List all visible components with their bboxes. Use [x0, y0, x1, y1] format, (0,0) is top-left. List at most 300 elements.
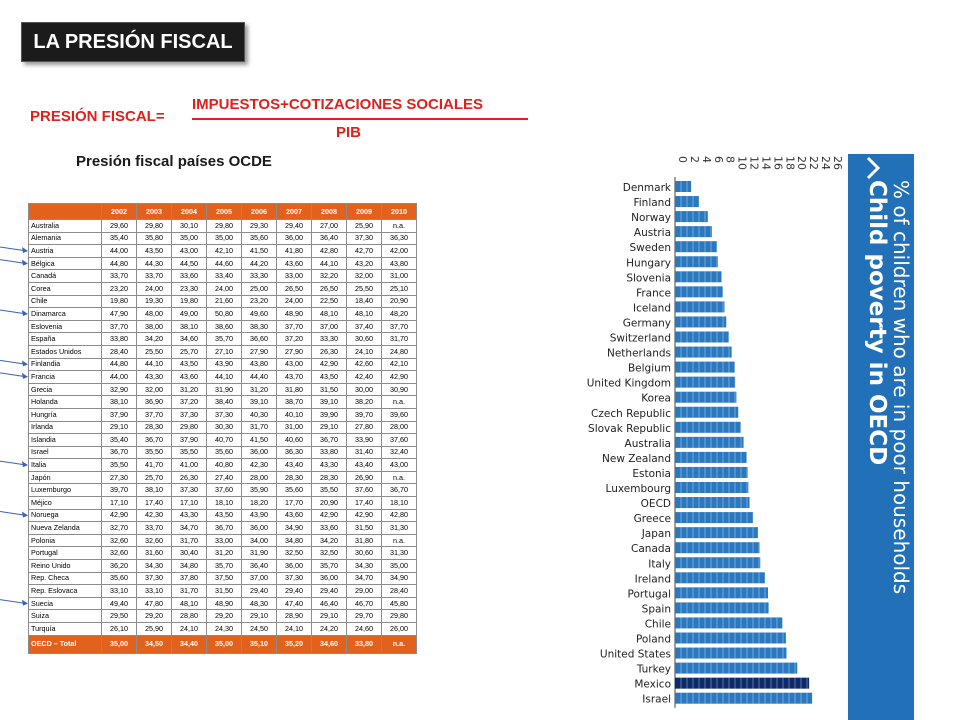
value-cell: 36,70	[137, 434, 172, 447]
value-cell: 35,60	[207, 446, 242, 459]
table-row	[29, 282, 417, 295]
value-cell: 34,90	[277, 522, 312, 535]
value-cell: 33,00	[277, 270, 312, 283]
value-cell: 19,30	[137, 295, 172, 308]
value-cell: 42,40	[347, 371, 382, 384]
year-header: 2006	[242, 204, 277, 220]
value-cell: 37,70	[102, 320, 137, 333]
value-cell: 32,60	[102, 547, 137, 560]
value-cell: 18,10	[382, 497, 417, 510]
value-cell: 34,00	[242, 534, 277, 547]
value-cell: n.a.	[382, 635, 417, 653]
chart-title: Child poverty in OECD	[864, 180, 890, 466]
value-cell: 37,40	[347, 320, 382, 333]
formula-numerator: IMPUESTOS+COTIZACIONES SOCIALES	[192, 96, 484, 113]
value-cell: 43,80	[382, 257, 417, 270]
value-cell: 34,20	[137, 333, 172, 346]
x-tick-label: 10	[735, 156, 749, 170]
value-cell: 33,70	[102, 270, 137, 283]
x-tick-label: 20	[795, 156, 809, 170]
value-cell: 37,30	[172, 408, 207, 421]
category-label: Czech Republic	[591, 407, 671, 420]
value-cell: 36,90	[137, 396, 172, 409]
value-cell: 31,50	[347, 522, 382, 535]
value-cell: 25,90	[347, 220, 382, 233]
value-cell: 32,90	[102, 383, 137, 396]
value-cell: 29,40	[242, 585, 277, 598]
chart-subtitle: % of children who are in poor households	[889, 180, 913, 595]
country-cell: Israel	[29, 446, 102, 459]
country-cell: OECD – Total	[29, 635, 102, 653]
value-cell: 35,50	[137, 446, 172, 459]
value-cell: 33,80	[312, 446, 347, 459]
value-cell: 32,40	[382, 446, 417, 459]
value-cell: 26,30	[172, 471, 207, 484]
value-cell: 35,10	[242, 635, 277, 653]
category-label: Slovak Republic	[588, 422, 671, 435]
value-cell: 24,10	[277, 623, 312, 636]
value-cell: 39,10	[242, 396, 277, 409]
value-cell: 26,00	[382, 623, 417, 636]
value-cell: 31,50	[207, 585, 242, 598]
row-arrow-head	[22, 360, 28, 366]
value-cell: 30,60	[347, 547, 382, 560]
row-arrow-head	[22, 260, 28, 266]
value-cell: 42,10	[207, 245, 242, 258]
value-cell: 29,00	[347, 585, 382, 598]
country-cell: Suecia	[29, 597, 102, 610]
value-cell: 22,50	[312, 295, 347, 308]
value-cell: 18,40	[347, 295, 382, 308]
value-cell: 37,60	[347, 484, 382, 497]
value-cell: 41,50	[242, 434, 277, 447]
value-cell: 31,50	[312, 383, 347, 396]
country-cell: Italia	[29, 459, 102, 472]
value-cell: 34,70	[347, 572, 382, 585]
x-tick-label: 18	[783, 156, 797, 170]
value-cell: 31,60	[137, 547, 172, 560]
value-cell: 17,10	[172, 497, 207, 510]
table-row	[29, 421, 417, 434]
value-cell: 46,70	[347, 597, 382, 610]
value-cell: 34,50	[137, 635, 172, 653]
value-cell: 41,70	[137, 459, 172, 472]
x-tick-label: 0	[676, 156, 689, 163]
value-cell: 37,30	[207, 408, 242, 421]
category-label: Norway	[631, 212, 671, 225]
value-cell: 28,80	[172, 610, 207, 623]
table-row	[29, 345, 417, 358]
year-header: 2003	[137, 204, 172, 220]
value-cell: 33,30	[312, 333, 347, 346]
value-cell: 43,00	[277, 358, 312, 371]
value-cell: 37,00	[312, 320, 347, 333]
value-cell: 33,30	[242, 270, 277, 283]
category-label: Ireland	[634, 573, 671, 586]
value-cell: 44,10	[312, 257, 347, 270]
value-cell: 33,70	[137, 270, 172, 283]
value-cell: 48,10	[347, 308, 382, 321]
category-label: Luxembourg	[605, 483, 671, 495]
value-cell: 36,30	[382, 232, 417, 245]
value-cell: 33,60	[312, 522, 347, 535]
value-cell: 27,80	[347, 421, 382, 434]
value-cell: 25,10	[382, 282, 417, 295]
value-cell: 42,90	[312, 509, 347, 522]
table-row	[29, 610, 417, 623]
value-cell: 28,90	[277, 610, 312, 623]
value-cell: 43,50	[172, 358, 207, 371]
value-cell: 34,60	[312, 635, 347, 653]
value-cell: 36,00	[312, 572, 347, 585]
country-cell: Chile	[29, 295, 102, 308]
table-row	[29, 560, 417, 573]
value-cell: 42,70	[347, 245, 382, 258]
country-cell: Rep. Checa	[29, 572, 102, 585]
value-cell: 24,10	[172, 623, 207, 636]
table-row	[29, 471, 417, 484]
value-cell: 30,30	[207, 421, 242, 434]
x-tick-label: 14	[759, 156, 773, 170]
value-cell: 48,10	[172, 597, 207, 610]
value-cell: 46,40	[312, 597, 347, 610]
value-cell: 35,60	[277, 484, 312, 497]
value-cell: 37,20	[277, 333, 312, 346]
table-row	[29, 270, 417, 283]
value-cell: 20,90	[382, 295, 417, 308]
chart-bar	[675, 572, 765, 583]
x-tick-label: 16	[771, 156, 785, 170]
value-cell: 33,80	[347, 635, 382, 653]
value-cell: 43,90	[242, 509, 277, 522]
chart-bar	[675, 316, 726, 327]
value-cell: 43,00	[172, 245, 207, 258]
value-cell: 44,20	[242, 257, 277, 270]
category-label: Canada	[631, 543, 671, 556]
x-tick-label: 2	[687, 156, 701, 163]
table-row	[29, 396, 417, 409]
value-cell: 48,00	[137, 308, 172, 321]
value-cell: 31,90	[207, 383, 242, 396]
formula-denominator: PIB	[336, 124, 362, 141]
category-label: Denmark	[622, 182, 671, 194]
value-cell: 42,00	[382, 245, 417, 258]
value-cell: 29,10	[312, 610, 347, 623]
value-cell: 24,10	[347, 345, 382, 358]
row-arrow-head	[22, 373, 28, 379]
value-cell: 40,70	[207, 434, 242, 447]
value-cell: 30,90	[382, 383, 417, 396]
category-label: Austria	[633, 227, 671, 240]
country-cell: Finlandia	[29, 358, 102, 371]
country-cell: Portugal	[29, 547, 102, 560]
value-cell: 37,30	[172, 484, 207, 497]
value-cell: 42,80	[382, 509, 417, 522]
value-cell: 30,60	[347, 333, 382, 346]
value-cell: 25,90	[137, 623, 172, 636]
slide-title: LA PRESIÓN FISCAL	[21, 22, 245, 62]
value-cell: 29,20	[137, 610, 172, 623]
value-cell: 33,10	[137, 585, 172, 598]
value-cell: 17,40	[347, 497, 382, 510]
table-row	[29, 484, 417, 497]
category-label: United States	[599, 648, 671, 661]
country-cell: Islandia	[29, 434, 102, 447]
value-cell: 39,10	[312, 396, 347, 409]
value-cell: 38,30	[242, 320, 277, 333]
chart-bar	[675, 482, 748, 493]
value-cell: 17,10	[102, 497, 137, 510]
value-cell: 43,60	[277, 257, 312, 270]
value-cell: 25,50	[347, 282, 382, 295]
child-poverty-chart	[578, 154, 914, 720]
value-cell: 31,80	[277, 383, 312, 396]
value-cell: 24,80	[382, 345, 417, 358]
value-cell: 35,00	[382, 560, 417, 573]
category-label: Italy	[648, 558, 671, 571]
category-label: Hungary	[626, 257, 671, 270]
value-cell: 26,50	[312, 282, 347, 295]
year-header: 2004	[172, 204, 207, 220]
value-cell: 49,40	[102, 597, 137, 610]
value-cell: 43,60	[277, 509, 312, 522]
value-cell: 34,70	[172, 522, 207, 535]
value-cell: 29,40	[277, 220, 312, 233]
value-cell: 24,00	[277, 295, 312, 308]
value-cell: 43,90	[207, 358, 242, 371]
chart-bar	[675, 587, 768, 598]
value-cell: n.a.	[382, 471, 417, 484]
value-cell: 37,70	[137, 408, 172, 421]
value-cell: 31,70	[242, 421, 277, 434]
country-cell: Dinamarca	[29, 308, 102, 321]
value-cell: 35,60	[102, 572, 137, 585]
chart-bar	[675, 271, 722, 282]
value-cell: 36,60	[242, 333, 277, 346]
country-cell: Reino Unido	[29, 560, 102, 573]
value-cell: 36,00	[242, 522, 277, 535]
value-cell: 44,80	[102, 257, 137, 270]
value-cell: 29,20	[207, 610, 242, 623]
value-cell: 49,00	[172, 308, 207, 321]
value-cell: 17,40	[137, 497, 172, 510]
country-cell: Francia	[29, 371, 102, 384]
value-cell: 35,60	[242, 232, 277, 245]
value-cell: 28,00	[242, 471, 277, 484]
value-cell: 34,30	[347, 560, 382, 573]
value-cell: 44,00	[102, 245, 137, 258]
x-tick-label: 26	[831, 156, 844, 170]
value-cell: 27,00	[312, 220, 347, 233]
value-cell: 41,50	[242, 245, 277, 258]
row-arrow-head	[22, 461, 28, 467]
value-cell: 21,60	[207, 295, 242, 308]
category-label: Greece	[633, 513, 671, 526]
value-cell: 24,20	[312, 623, 347, 636]
value-cell: 43,20	[347, 257, 382, 270]
value-cell: 42,90	[102, 509, 137, 522]
value-cell: 29,40	[312, 585, 347, 598]
chart-bar	[675, 693, 812, 704]
value-cell: 31,20	[207, 547, 242, 560]
country-cell: Polonia	[29, 534, 102, 547]
value-cell: 34,90	[382, 572, 417, 585]
value-cell: 25,00	[242, 282, 277, 295]
value-cell: 43,30	[312, 459, 347, 472]
value-cell: 35,00	[172, 232, 207, 245]
value-cell: 34,30	[137, 560, 172, 573]
value-cell: 37,20	[172, 396, 207, 409]
country-cell: Hungría	[29, 408, 102, 421]
value-cell: 29,50	[102, 610, 137, 623]
value-cell: 19,80	[172, 295, 207, 308]
chart-bar	[675, 437, 744, 448]
value-cell: 35,70	[207, 333, 242, 346]
value-cell: 36,70	[382, 484, 417, 497]
value-cell: 42,90	[347, 509, 382, 522]
value-cell: 48,10	[312, 308, 347, 321]
category-label: Korea	[641, 392, 671, 405]
chart-bar	[675, 602, 769, 613]
country-cell: Estados Unidos	[29, 345, 102, 358]
table-row	[29, 497, 417, 510]
value-cell: 36,70	[207, 522, 242, 535]
value-cell: 36,20	[102, 560, 137, 573]
value-cell: 38,60	[207, 320, 242, 333]
value-cell: 40,10	[277, 408, 312, 421]
category-label: Estonia	[632, 467, 671, 480]
country-cell: Japón	[29, 471, 102, 484]
value-cell: 28,30	[277, 471, 312, 484]
value-cell: 28,40	[382, 585, 417, 598]
chart-bar	[675, 648, 786, 659]
value-cell: 33,00	[207, 534, 242, 547]
fraction-bar	[192, 118, 528, 120]
value-cell: 39,60	[382, 408, 417, 421]
value-cell: 29,80	[207, 220, 242, 233]
value-cell: 48,20	[382, 308, 417, 321]
value-cell: 44,30	[137, 257, 172, 270]
table-row	[29, 572, 417, 585]
value-cell: 25,70	[137, 471, 172, 484]
value-cell: 48,30	[242, 597, 277, 610]
value-cell: 44,60	[207, 257, 242, 270]
category-label: United Kingdom	[586, 377, 671, 390]
category-label: Mexico	[634, 678, 671, 691]
value-cell: 24,00	[137, 282, 172, 295]
country-cell: Corea	[29, 282, 102, 295]
value-cell: 38,40	[207, 396, 242, 409]
value-cell: 34,60	[172, 333, 207, 346]
value-cell: 23,20	[102, 282, 137, 295]
table-row	[29, 232, 417, 245]
value-cell: 40,60	[277, 434, 312, 447]
value-cell: 42,90	[382, 371, 417, 384]
category-label: Chile	[644, 618, 671, 631]
category-label: Japan	[641, 528, 671, 541]
value-cell: 43,50	[207, 509, 242, 522]
value-cell: 35,40	[102, 434, 137, 447]
value-cell: 31,00	[382, 270, 417, 283]
value-cell: 47,80	[137, 597, 172, 610]
value-cell: 33,90	[347, 434, 382, 447]
year-header: 2008	[312, 204, 347, 220]
value-cell: 33,10	[102, 585, 137, 598]
country-cell: Holanda	[29, 396, 102, 409]
value-cell: 23,30	[172, 282, 207, 295]
value-cell: 34,80	[277, 534, 312, 547]
value-cell: 40,80	[207, 459, 242, 472]
row-arrow-head	[22, 247, 28, 253]
value-cell: 28,30	[137, 421, 172, 434]
value-cell: 36,00	[277, 560, 312, 573]
table-row	[29, 585, 417, 598]
value-cell: 43,00	[382, 459, 417, 472]
category-label: OECD	[640, 498, 671, 511]
value-cell: 41,80	[277, 245, 312, 258]
value-cell: 28,40	[102, 345, 137, 358]
value-cell: 17,70	[277, 497, 312, 510]
value-cell: 48,90	[277, 308, 312, 321]
value-cell: 37,30	[137, 572, 172, 585]
category-label: Netherlands	[606, 347, 671, 360]
country-cell: Suiza	[29, 610, 102, 623]
value-cell: 38,10	[102, 396, 137, 409]
value-cell: 24,00	[207, 282, 242, 295]
chart-bar	[675, 422, 741, 433]
value-cell: 43,70	[277, 371, 312, 384]
value-cell: 42,30	[242, 459, 277, 472]
category-label: Turkey	[636, 663, 671, 676]
value-cell: 27,40	[207, 471, 242, 484]
value-cell: 38,20	[347, 396, 382, 409]
value-cell: 35,20	[277, 635, 312, 653]
value-cell: 39,70	[102, 484, 137, 497]
value-cell: 44,10	[207, 371, 242, 384]
value-cell: 43,80	[242, 358, 277, 371]
table-row	[29, 408, 417, 421]
value-cell: 32,70	[102, 522, 137, 535]
row-arrow-head	[22, 310, 28, 316]
value-cell: 27,30	[102, 471, 137, 484]
chart-bar	[675, 211, 708, 222]
table-header-row	[29, 204, 417, 220]
table-row	[29, 534, 417, 547]
value-cell: 39,90	[312, 408, 347, 421]
value-cell: 32,20	[312, 270, 347, 283]
value-cell: 18,10	[207, 497, 242, 510]
value-cell: 43,50	[137, 245, 172, 258]
tax-pressure-table	[28, 203, 417, 654]
value-cell: 37,60	[382, 434, 417, 447]
value-cell: 43,60	[172, 371, 207, 384]
value-cell: 37,00	[242, 572, 277, 585]
value-cell: 43,40	[347, 459, 382, 472]
table-row	[29, 308, 417, 321]
value-cell: 42,10	[382, 358, 417, 371]
category-label: Australia	[624, 437, 671, 450]
value-cell: 25,50	[137, 345, 172, 358]
value-cell: 48,90	[207, 597, 242, 610]
year-header: 2005	[207, 204, 242, 220]
value-cell: 42,60	[347, 358, 382, 371]
row-arrows	[0, 0, 30, 720]
value-cell: 44,10	[137, 358, 172, 371]
row-arrow-head	[22, 600, 28, 606]
country-cell: Rep. Eslovaca	[29, 585, 102, 598]
value-cell: 36,00	[242, 446, 277, 459]
value-cell: 38,70	[277, 396, 312, 409]
